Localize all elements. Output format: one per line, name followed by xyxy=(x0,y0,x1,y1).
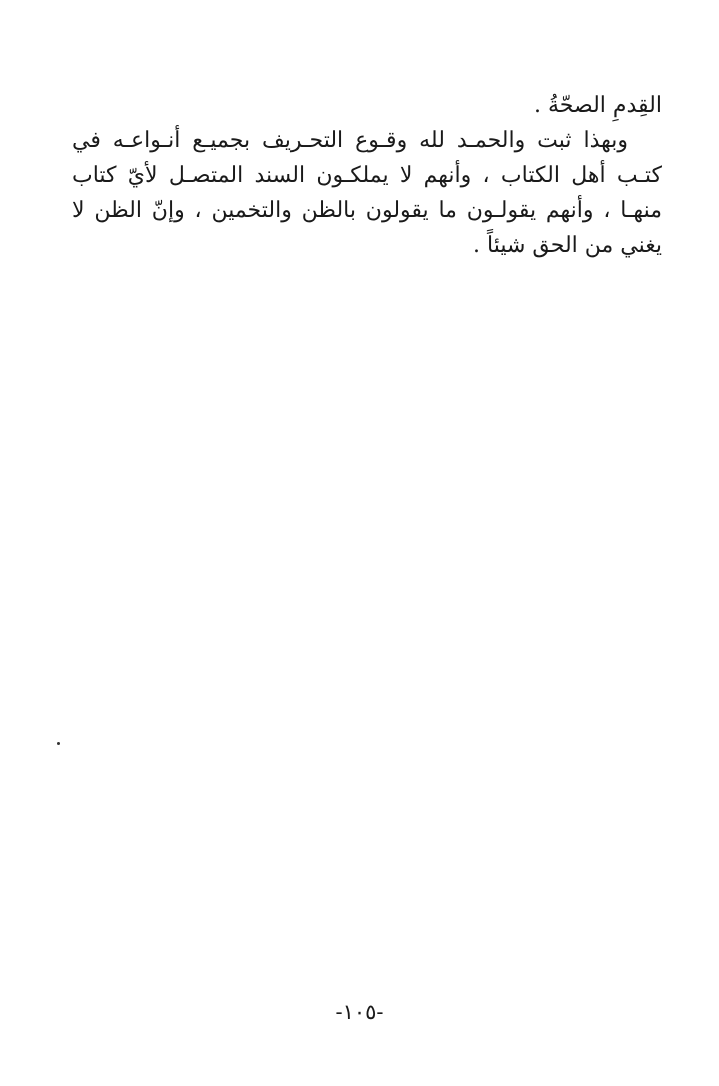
paragraph-1: القِدمِ الصحّةُ . xyxy=(534,93,662,118)
paragraph-2: وبهذا ثبت والحمـد لله وقـوع التحـريف بجميـع أنـواعـه في كتـب أهل الكتاب ، وأنهم لا يملكـون السند المتصـل لأيّ كتاب منهـا ، وأنهم يقولـون ما يقولون بالظن والتخمين ، وإنّ الظن لا يغني من الحق شيئاً . xyxy=(72,128,662,258)
body-text xyxy=(72,88,662,263)
page-number: -١٠٥- xyxy=(335,1000,384,1024)
ink-speck xyxy=(57,742,60,745)
